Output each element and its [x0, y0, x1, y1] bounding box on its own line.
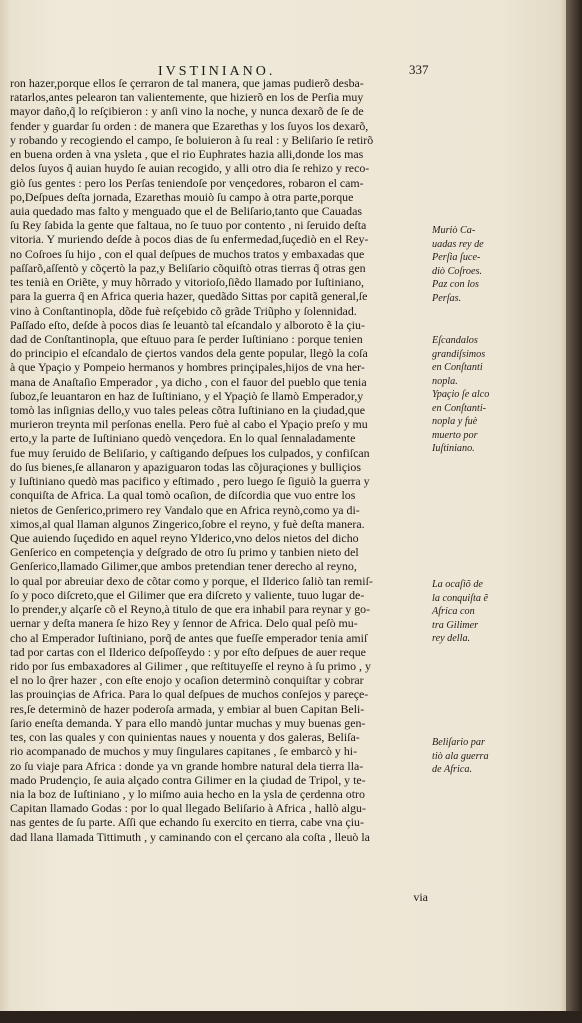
text-line: Paſſado eſto, deſde à pocos dias ſe leuantò tal eſcandalo y alboroto ẽ la çiu- — [10, 317, 365, 332]
text-line: delos ſuyos q̃ auian huydo ſe auian recogido, y alli otro dia ſe rehizo y reco- — [10, 161, 370, 176]
margin-note-line: Perſia ſuce- — [432, 252, 481, 263]
margin-note-scandals — [432, 334, 540, 456]
text-line: ſu Rey ſabida la gente que faltaua, no ſe tuuo por contento , ni ſeruido deſta — [10, 218, 367, 233]
text-line: mana de Anaſtaſio Emperador , ya dicho , con el fauor del pueblo que tenia — [10, 374, 367, 389]
text-line: rio acompanado de muchos y muy ſingulares capitanes , ſe embarcò y hi- — [10, 744, 358, 759]
text-line: murieron treynta mil perſonas enella. Pero fuè al cabo el Ypaçio preſo y mu — [10, 417, 368, 432]
margin-note-line: en Conſtanti — [432, 362, 483, 373]
margin-note-line: en Conſtanti- — [432, 402, 487, 414]
margin-note-line: Perſas. — [432, 292, 462, 304]
text-line: uernar y deſta manera ſe hizo Rey y ſennor de Africa. Delo qual peſò mu- — [10, 616, 358, 631]
catchword: via — [413, 890, 428, 904]
text-line: nia la boz de Iuſtiniano , y lo miſmo auia hecho en la ysla de çerdenna otro — [10, 786, 365, 801]
margin-note-line: uadas rey de — [432, 238, 484, 250]
margin-note-line: tra Gilimer — [432, 619, 479, 631]
text-line: tes, con las quales y con quinientas naues y nouenta y dos galeras, Beliſa- — [10, 730, 360, 745]
margin-note-line: la conquiſta ẽ — [432, 592, 489, 604]
margin-note-line: tiò ala guerra — [432, 750, 489, 762]
text-line: dad llana llamada Tittimuth , y caminando con el çercano ala coſta , lleuò la — [10, 829, 370, 844]
margin-note-line: Paz con los — [432, 279, 479, 290]
margin-note-line: rey della. — [432, 633, 471, 644]
margin-note-line: La ocaſiõ de — [432, 579, 483, 590]
text-line: cho al Emperador Iuſtiniano, porq̃ de antes que fueſſe emperador tenia amiſ — [10, 630, 368, 645]
margin-note-line: Ypaçio ſe alco — [432, 389, 490, 400]
margin-note-line: Africa con — [432, 606, 475, 617]
text-line: vitoria. Y muriendo deſde à pocos dias de ſu enfermedad,ſuçediò en el Rey- — [10, 232, 369, 247]
text-line: en buena orden à vna ysleta , que el rio Euphrates hazia alli,donde los mas — [10, 147, 364, 162]
margin-note-line: muerto por — [432, 429, 478, 441]
text-line: fue muy ſeruido de Beliſario, y caſtigando deſpues los culpados, y confiſcan — [10, 445, 370, 460]
text-line: ſuboz,ſe leuantaron en haz de Iuſtiniano, y el Ypaçiò ſe llamò Emperador,y — [10, 388, 364, 403]
text-line: Genſerico,llamado Gilimer,que ambos pretendian tener derecho al reyno, — [10, 559, 357, 574]
text-line: ron hazer,porque ellos ſe çerraron de tal manera, que jamas pudierõ desba- — [10, 76, 364, 90]
main-text-block — [10, 76, 430, 844]
text-line: lo qual por abreuiar dexo de cõtar como y porque, el Ilderico ſaliò tan remiſ- — [10, 573, 373, 588]
margin-note-belisario-war — [432, 736, 540, 777]
text-line: auia quedado mas falto y menguado que el de Beliſario,tanto que Cauadas — [10, 203, 362, 218]
text-line: tad por cartas con el Ilderico deſpoſſeydo : y por eſto deſpues de auer reque — [10, 644, 366, 659]
text-line: y Iuſtiniano quedò mas pacifico y eſtimado , pero luego ſe ſiguiò la guerra y — [10, 474, 370, 489]
text-line: las prouinçias de Africa. Para lo qual deſpues de muchos conſejos y pareçe- — [10, 687, 369, 702]
text-line: ſo y poco diſcreto,que el Gilimer que era diſcreto y valiente, tuuo lugar de- — [10, 587, 365, 602]
text-line: conquiſta de Africa. La qual tomò ocaſion, de diſcordia que vuo entre los — [10, 488, 356, 503]
text-line: nietos de Genſerico,primero rey Vandalo que en Africa reynò,como ya di- — [10, 502, 360, 517]
margin-note-line: Beliſario par — [432, 737, 485, 748]
margin-note-line: Eſcandalos — [432, 335, 478, 346]
text-line: à que Ypaçio y Pompeio hermanos y hombres prinçipales,hijos de vna her- — [10, 360, 365, 375]
text-line: po,Deſpues deſta jornada, Ezarethas mouiò ſu campo à otra parte,porque — [10, 189, 354, 204]
text-line: para la guerra q̃ en Africa queria hazer, quedãdo Sittas por capitã general,ſe — [10, 289, 368, 304]
text-line: fender y guardar ſu orden : de manera que Ezarethas y los ſuyos los dexarõ, — [10, 118, 369, 133]
text-line: do ſus bienes,ſe allanaron y apaziguaron todas las cõjuraçiones y bulliçios — [10, 459, 362, 474]
text-line: no Coſroes ſu hijo , con el qual deſpues de muchos tratos y embaxadas que — [10, 246, 365, 261]
margin-note-line: grandiſsimos — [432, 348, 486, 360]
text-line: ſario eneſta demanda. Y para ello mandò juntar muchas y muy buenas gen- — [10, 715, 366, 730]
text-line: do principio el eſcandalo de çiertos vandos dela gente popular, llegò la coſa — [10, 346, 368, 361]
text-line: mado Prudençio, ſe auia alçado contra Gilimer en la çiudad de Tripol, y te- — [10, 772, 366, 787]
margin-note-line: Muriò Ca- — [432, 225, 476, 236]
text-line: ximos,al qual llaman algunos Zingerico,ſobre el reyno, y fuè deſta manera. — [10, 516, 365, 531]
text-line: Capitan llamado Godas : por lo qual llegado Beliſario à Africa , hallò algu- — [10, 801, 366, 816]
margin-note-africa-conquest — [432, 578, 540, 646]
text-line: y robando y recogiendo el campo, ſe boluieron à ſu real : y Beliſario ſe retirõ — [10, 132, 374, 147]
text-line: nas gentes de ſu parte. Aſſi que echando ſu exercito en tierra, cabe vna çiu- — [10, 815, 364, 830]
text-line: tes tenià en Oriẽte, y muy hõrrado y vitorioſo,ſiẽdo llamado por Iuſtiniano, — [10, 275, 364, 290]
text-line: Que auiendo ſuçedido en aquel reyno Ylderico,vno delos nietos del dicho — [10, 531, 359, 545]
page-edge-shadow — [566, 0, 582, 1023]
margin-note-line: diò Coſroes. — [432, 265, 482, 277]
margin-note-line: nopla y fuè — [432, 416, 478, 427]
text-line: el no lo q̃rer hazer , con eſte enojo y ocaſion determinò conquiſtar y cobrar — [10, 673, 364, 688]
text-line: lo prender,y alçarſe cõ el Reyno,à titulo de que era inhabil para reynar y go- — [10, 602, 371, 617]
text-line: rido por ſus embaxadores al Gilimer , que reſtituyeſſe el reyno à ſu primo , y — [10, 658, 371, 673]
text-line: paſſarõ,aſſentò y cõçertò la paz,y Beliſario cõquiſtò otras tierras q̃ otras gen — [10, 260, 366, 275]
text-line: giò ſus gentes : pero los Perſas teniendoſe por vençedores, robaron el cam- — [10, 175, 364, 190]
margin-note-line: Iuſtiniano. — [432, 443, 475, 454]
text-line: Genſerico en competençia y deſgrado de otro ſu primo y tanbien nieto del — [10, 545, 359, 560]
margin-note-line: de Africa. — [432, 764, 472, 775]
text-line: ratarlos,antes pelearon tan valientemente, que hizierõ en los de Perſia muy — [10, 90, 364, 105]
margin-note-cavadas — [432, 224, 540, 305]
bottom-shadow — [0, 1011, 582, 1023]
text-line: mayor daño,q̃ lo reſçibieron : y anſi vino la noche, y nunca dexarõ de ſe de — [10, 104, 364, 119]
running-title: IVSTINIANO. — [158, 64, 276, 79]
text-line: dad de Conſtantinopla, que eſtuuo para ſe perder Iuſtiniano : porque tenien — [10, 331, 363, 346]
text-line: tomò las inſignias dello,y vuo tales peleas cõtra Iuſtiniano en la çiudad,que — [10, 403, 365, 418]
text-line: zo ſu viaje para Africa : donde ya vn grande hombre natural dela tierra lla- — [10, 758, 364, 773]
text-line: erto,y la parte de Iuſtiniano quedò vençedora. En lo qual ſennaladamente — [10, 431, 356, 446]
text-line: vino à Conſtantinopla, dõde fuè reſçebido cõ grãde Triũpho y ſolennidad. — [10, 303, 357, 318]
page-number: 337 — [409, 62, 429, 77]
text-line: res,ſe determinò de hazer poderoſa armada, y embiar al buen Capitan Beli- — [10, 701, 365, 716]
margin-note-line: nopla. — [432, 375, 458, 387]
